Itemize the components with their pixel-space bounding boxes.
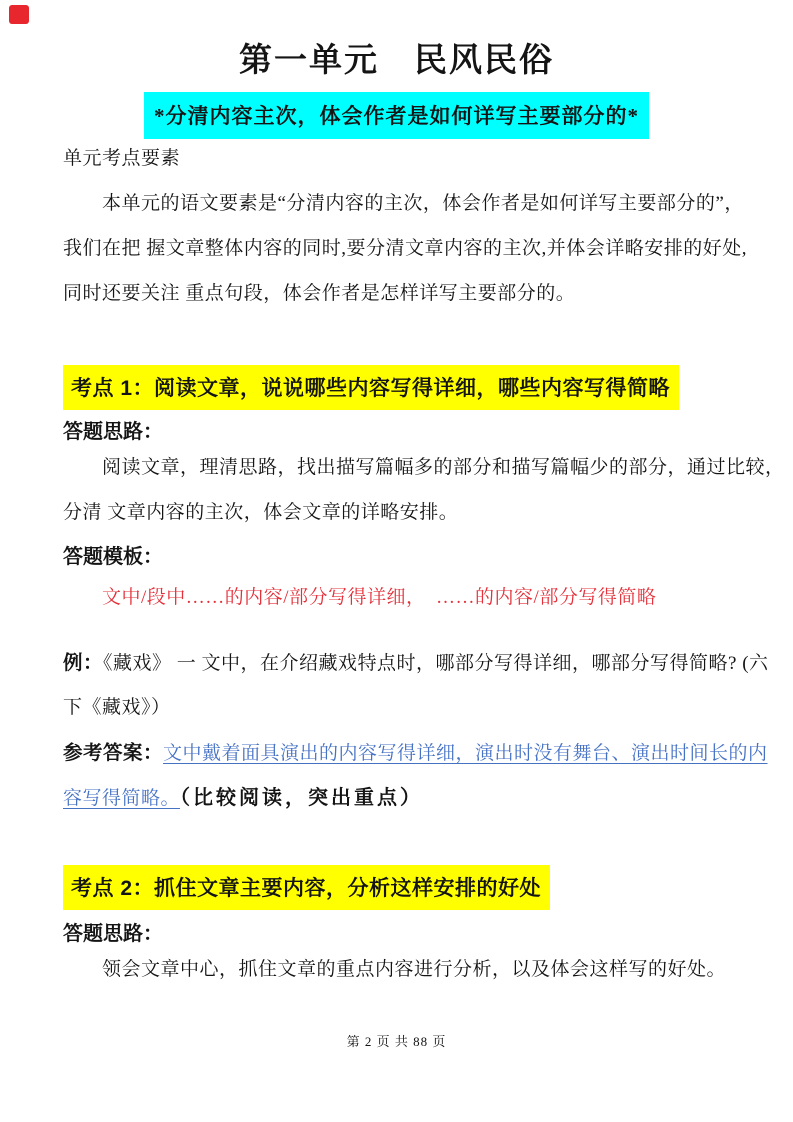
- intro-line-1: 本单元的语文要素是“分清内容的主次，体会作者是如何详写主要部分的”，: [102, 193, 744, 214]
- reference-answer-text-1: 文中戴着面具演出的内容写得详细，演出时没有舞台、演出时间长的内: [163, 743, 768, 764]
- exam-point-1-row: [63, 365, 679, 410]
- red-square-marker-icon: [9, 5, 29, 24]
- approach-line-3: 领会文章中心，抓住文章的重点内容进行分析，以及体会这样写的好处。: [102, 959, 727, 980]
- intro-line-2: 我们在把 握文章整体内容的同时,要分清文章内容的主次,并体会详略安排的好处,: [63, 238, 748, 259]
- example-line-1: [63, 650, 769, 677]
- answer-template-label: 答题模板：: [63, 546, 163, 568]
- reference-answer-note: （比较阅读，突出重点）: [180, 787, 424, 809]
- unit-focus-banner: *分清内容主次，体会作者是如何详写主要部分的*: [144, 92, 649, 139]
- page-title: 第一单元 民风民俗: [239, 43, 554, 79]
- reference-answer-label: 参考答案：: [63, 742, 164, 764]
- answer-approach-label-1: 答题思路：: [63, 421, 163, 443]
- approach-line-1: 阅读文章，理清思路，找出描写篇幅多的部分和描写篇幅少的部分，通过比较，: [102, 457, 785, 478]
- example-line-2: 下《藏戏》）: [63, 697, 171, 718]
- exam-point-1-heading: 考点 1：阅读文章，说说哪些内容写得详细，哪些内容写得简略: [63, 365, 679, 410]
- approach-line-2: 分清 文章内容的主次，体会文章的详略安排。: [63, 502, 459, 523]
- unit-banner-row: [0, 92, 793, 139]
- example-text-1: 《藏戏》 一 文中，在介绍藏戏特点时，哪部分写得详细，哪部分写得简略? (六: [103, 653, 769, 674]
- answer-approach-label-2: 答题思路：: [63, 923, 163, 945]
- exam-point-2-heading: 考点 2：抓住文章主要内容，分析这样安排的好处: [63, 865, 550, 910]
- answer-template-text: 文中/段中……的内容/部分写得详细， ……的内容/部分写得简略: [102, 587, 657, 608]
- page-footer: 第 2 页 共 88 页: [346, 1034, 447, 1049]
- section-label: 单元考点要素: [63, 148, 181, 169]
- reference-answer-line-1: [63, 740, 768, 767]
- reference-answer-text-2: 容写得简略。: [63, 788, 181, 809]
- reference-answer-line-2: [63, 785, 423, 812]
- example-label: 例：: [63, 652, 104, 674]
- intro-line-3: 同时还要关注 重点句段，体会作者是怎样详写主要部分的。: [63, 283, 576, 304]
- exam-point-2-row: [63, 865, 550, 910]
